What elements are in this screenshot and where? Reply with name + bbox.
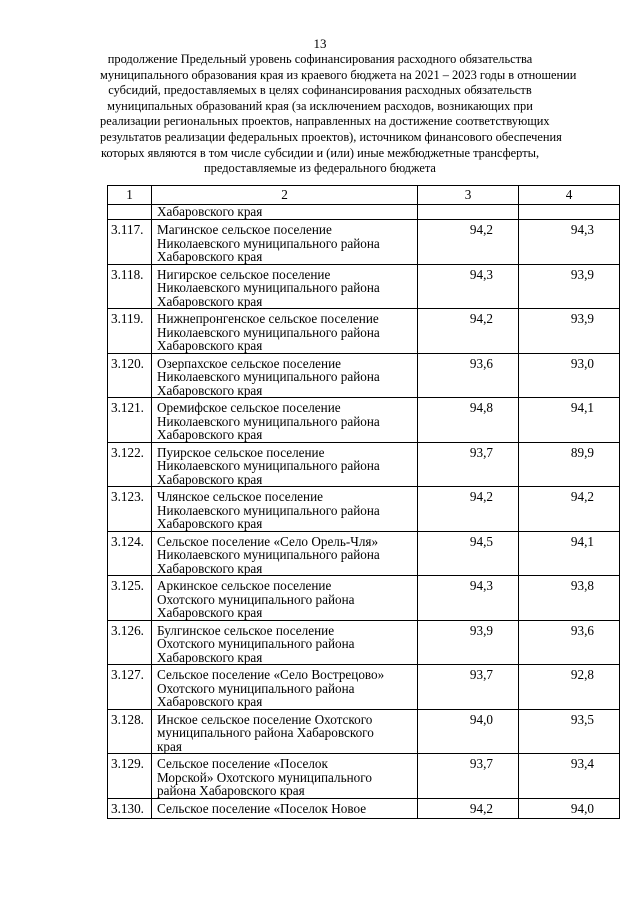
cell-value: 94,0 — [519, 798, 620, 818]
cell-name: Сельское поселение «Село Вострецово» Охотского муниципального района Хабаровского края — [152, 665, 418, 710]
cell-name: Озерпахское сельское поселение Николаевского муниципального района Хабаровского края — [152, 353, 418, 398]
cell-number: 3.119. — [108, 309, 152, 354]
cell-value: 92,8 — [519, 665, 620, 710]
cell-value: 94,3 — [418, 576, 519, 621]
cell-value: 94,3 — [519, 220, 620, 265]
cell-value: 93,9 — [519, 264, 620, 309]
table-row — [108, 220, 620, 265]
table-row — [108, 398, 620, 443]
caption-line: которых являются в том числе субсидии и (или) иные межбюджетные трансферты, — [100, 145, 540, 160]
cell-name: Нижнепронгенское сельское поселение Николаевского муниципального района Хабаровского края — [152, 309, 418, 354]
cell-value: 93,7 — [418, 665, 519, 710]
cell-number: 3.128. — [108, 709, 152, 754]
cell-number: 3.118. — [108, 264, 152, 309]
cell-number: 3.121. — [108, 398, 152, 443]
caption-line: реализации региональных проектов, направленных на достижение соответствующих — [100, 114, 550, 129]
column-header: 3 — [418, 186, 519, 205]
cell-value: 94,0 — [418, 709, 519, 754]
caption-line: продолжение Предельный уровень софинансирования расходного обязательства — [107, 52, 533, 66]
caption-line: результатов реализации федеральных проектов), источником финансового обеспечения — [100, 129, 562, 144]
table-row — [108, 442, 620, 487]
cell-name: Сельское поселение «Село Орель-Чля» Николаевского муниципального района Хабаровского края — [152, 531, 418, 576]
table-row — [108, 309, 620, 354]
cofinancing-table — [107, 185, 620, 819]
table-row — [108, 798, 620, 818]
cell-value — [418, 205, 519, 220]
table-row — [108, 353, 620, 398]
cell-value: 94,2 — [418, 309, 519, 354]
cell-number: 3.129. — [108, 754, 152, 799]
cell-name: Магинское сельское поселение Николаевского муниципального района Хабаровского края — [152, 220, 418, 265]
cell-name: Оремифское сельское поселение Николаевского муниципального района Хабаровского края — [152, 398, 418, 443]
cell-value: 93,0 — [519, 353, 620, 398]
cell-value: 94,2 — [418, 487, 519, 532]
table-row — [108, 754, 620, 799]
cell-number: 3.126. — [108, 620, 152, 665]
cell-name: Сельское поселение «Поселок Морской» Охотского муниципального района Хабаровского края — [152, 754, 418, 799]
cell-value: 93,7 — [418, 442, 519, 487]
cell-value: 89,9 — [519, 442, 620, 487]
table-row — [108, 487, 620, 532]
table-row — [108, 576, 620, 621]
cell-name: Аркинское сельское поселение Охотского муниципального района Хабаровского края — [152, 576, 418, 621]
cell-value: 93,5 — [519, 709, 620, 754]
column-header: 2 — [152, 186, 418, 205]
cell-value: 93,8 — [519, 576, 620, 621]
cell-name: Булгинское сельское поселение Охотского муниципального района Хабаровского края — [152, 620, 418, 665]
table-row — [108, 264, 620, 309]
column-header: 1 — [108, 186, 152, 205]
cell-number: 3.124. — [108, 531, 152, 576]
cell-value: 93,6 — [418, 353, 519, 398]
cell-value: 94,1 — [519, 531, 620, 576]
cell-value: 94,1 — [519, 398, 620, 443]
cell-name: Инское сельское поселение Охотского муниципального района Хабаровского края — [152, 709, 418, 754]
cell-value: 93,6 — [519, 620, 620, 665]
table-header-row — [108, 186, 620, 205]
cell-number: 3.125. — [108, 576, 152, 621]
cell-name: Пуирское сельское поселение Николаевского муниципального района Хабаровского края — [152, 442, 418, 487]
cell-name: Члянское сельское поселение Николаевского муниципального района Хабаровского края — [152, 487, 418, 532]
cell-value: 94,2 — [519, 487, 620, 532]
caption-line: муниципальных образований края (за исключением расходов, возникающих при — [107, 98, 533, 113]
cell-number: 3.122. — [108, 442, 152, 487]
cell-number: 3.127. — [108, 665, 152, 710]
table-row — [108, 620, 620, 665]
table-caption — [100, 52, 577, 177]
cell-number — [108, 205, 152, 220]
cell-number: 3.123. — [108, 487, 152, 532]
cell-number: 3.130. — [108, 798, 152, 818]
cell-name: Нигирское сельское поселение Николаевского муниципального района Хабаровского края — [152, 264, 418, 309]
cell-value: 93,9 — [418, 620, 519, 665]
cell-number: 3.117. — [108, 220, 152, 265]
cell-value: 94,8 — [418, 398, 519, 443]
column-header: 4 — [519, 186, 620, 205]
cell-name: Хабаровского края — [152, 205, 418, 220]
cell-value: 94,3 — [418, 264, 519, 309]
continuation-row — [108, 205, 620, 220]
table-row — [108, 665, 620, 710]
cell-value: 94,5 — [418, 531, 519, 576]
cell-value: 94,2 — [418, 220, 519, 265]
page-number: 13 — [313, 36, 327, 51]
cell-value: 94,2 — [418, 798, 519, 818]
table-row — [108, 709, 620, 754]
caption-line: муниципального образования края из краевого бюджета на 2021 – 2023 годы в отношении — [100, 67, 577, 82]
cell-value: 93,7 — [418, 754, 519, 799]
cell-name: Сельское поселение «Поселок Новое — [152, 798, 418, 818]
cell-value — [519, 205, 620, 220]
caption-line: субсидий, предоставляемых в целях софинансирования расходных обязательств — [108, 83, 532, 98]
cell-value: 93,4 — [519, 754, 620, 799]
table-row — [108, 531, 620, 576]
cell-value: 93,9 — [519, 309, 620, 354]
cell-number: 3.120. — [108, 353, 152, 398]
caption-line: предоставляемые из федерального бюджета — [204, 161, 436, 176]
